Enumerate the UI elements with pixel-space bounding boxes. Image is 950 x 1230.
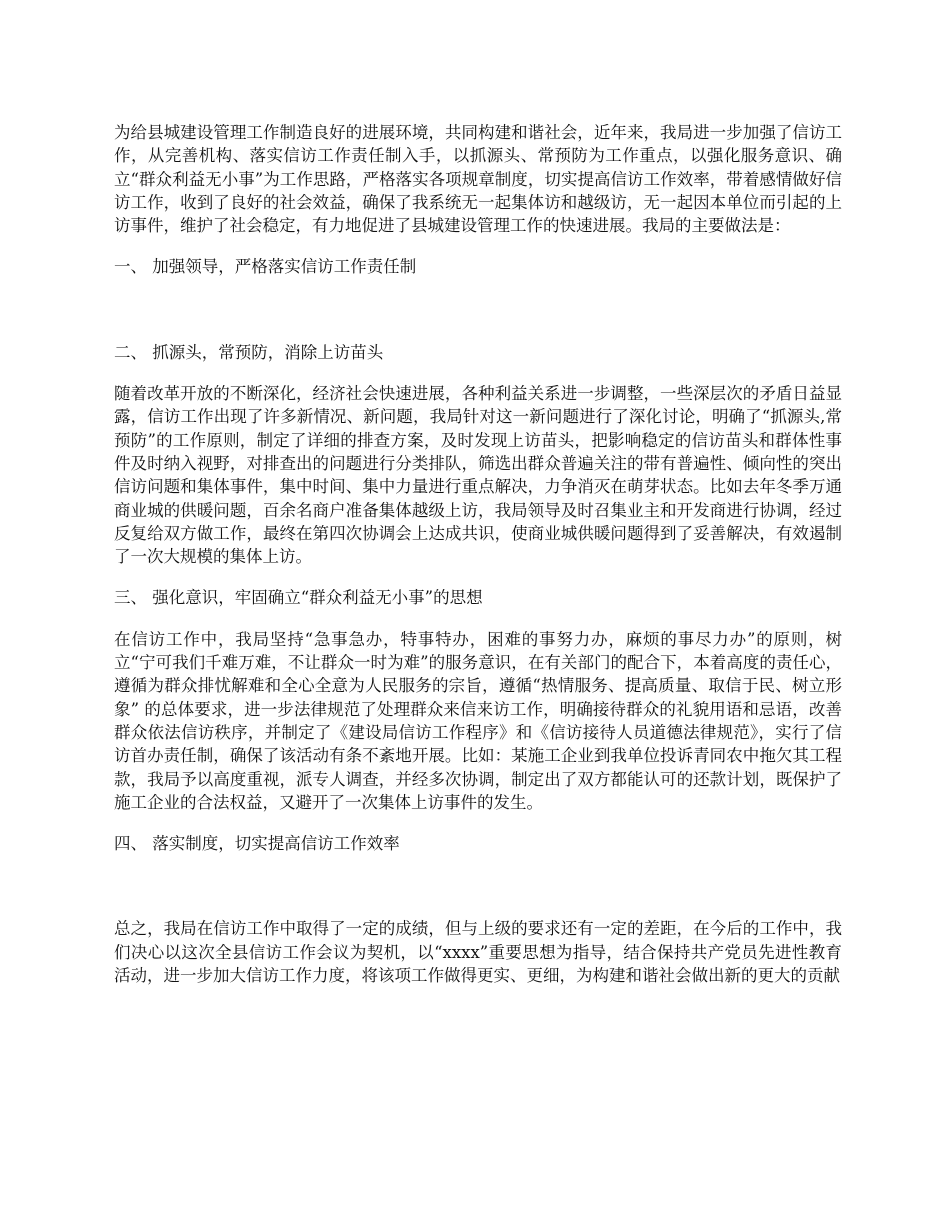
section-heading-1: 一、 加强领导，严格落实信访工作责任制 [114,257,417,277]
intro-paragraph: 为给县城建设管理工作制造良好的进展环境，共同构建和谐社会，近年来，我局进一步加强了信访工作，从完善机构、落实信访工作责任制入手，以抓源头、常预防为工作重点，以强化服务意识、确立“群众利益无小事”为工作思路，严格落实各项规章制度，切实提高信访工作效率，带着感情做好信访工作，收到了良好的社会效益，确保了我系统无一起集体访和越级访，无一起因本单位而引起的上访事件，维护了社会稳定，有力地促进了县城建设管理工作的快速进展。我局的主要做法是： [114,123,842,236]
section-body-3: 在信访工作中，我局坚持“急事急办，特事特办，困难的事努力办，麻烦的事尽力办”的原则，树立“宁可我们千难万难，不让群众一时为难”的服务意识，在有关部门的配合下，本着高度的责任心，遵循为群众排忧解难和全心全意为人民服务的宗旨，遵循“热情服务、提高质量、取信于民、树立形象” 的总体要求，进一步法律规范了处理群众来信来访工作，明确接待群众的礼貌用语和忌语，改善群众依法信访秩序，并制定了《建设局信访工作程序》和《信访接待人员道德法律规范》，实行了信访首办责任制，确保了该活动有条不紊地开展。比如：某施工企业到我单位投诉青同农中拖欠其工程款，我局予以高度重视，派专人调查，并经多次协调，制定出了双方都能认可的还款计划，既保护了施工企业的合法权益，又避开了一次集体上访事件的发生。 [114,629,842,812]
conclusion-paragraph: 总之，我局在信访工作中取得了一定的成绩，但与上级的要求还有一定的差距，在今后的工作中，我们决心以这次全县信访工作会议为契机，以“xxxx”重要思想为指导，结合保持共产党员先进性教育活动，进一步加大信访工作力度，将该项工作做得更实、更细，为构建和谐社会做出新的更大的贡献 [114,919,842,986]
document-page [114,121,842,1005]
section-heading-2: 二、 抓源头，常预防，消除上访苗头 [114,342,384,362]
section-heading-3: 三、 强化意识，牢固确立“群众利益无小事”的思想 [114,588,483,608]
section-body-2: 随着改革开放的不断深化，经济社会快速进展，各种利益关系进一步调整，一些深层次的矛盾日益显露，信访工作出现了许多新情况、新问题，我局针对这一新问题进行了深化讨论，明确了“抓源头,常预防”的工作原则，制定了详细的排查方案，及时发现上访苗头，把影响稳定的信访苗头和群体性事件及时纳入视野，对排查出的问题进行分类排队，筛选出群众普遍关注的带有普遍性、倾向性的突出信访问题和集体事件，集中时间、集中力量进行重点解决，力争消灭在萌芽状态。比如去年冬季万通商业城的供暖问题，百余名商户准备集体越级上访，我局领导及时召集业主和开发商进行协调，经过反复给双方做工作，最终在第四次协调会上达成共识，使商业城供暖问题得到了妥善解决，有效遏制了一次大规模的集体上访。 [114,384,842,567]
section-spacer-4 [114,873,842,917]
section-heading-4: 四、 落实制度，切实提高信访工作效率 [114,834,400,854]
section-spacer-1 [114,297,842,341]
